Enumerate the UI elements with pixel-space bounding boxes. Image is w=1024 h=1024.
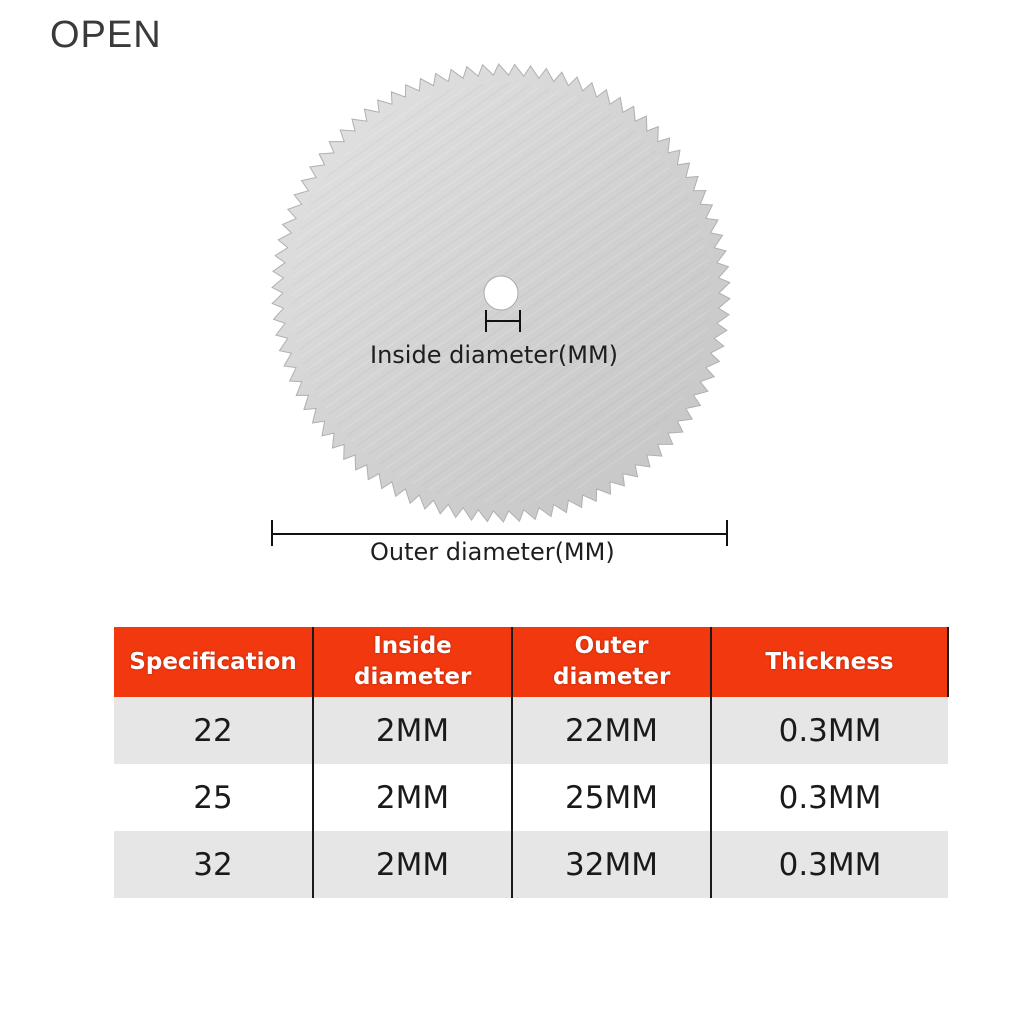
table-row bbox=[114, 697, 948, 764]
cell-outer-diameter: 25MM bbox=[512, 764, 711, 831]
cell-outer-diameter: 32MM bbox=[512, 831, 711, 898]
table-row bbox=[114, 831, 948, 898]
cell-specification: 32 bbox=[114, 831, 313, 898]
cell-inside-diameter: 2MM bbox=[313, 764, 512, 831]
outer-dim-tick-left bbox=[271, 520, 273, 546]
inside-dim-line bbox=[485, 320, 521, 322]
inside-diameter-label: Inside diameter(MM) bbox=[370, 341, 619, 369]
cell-specification: 22 bbox=[114, 697, 313, 764]
spec-table bbox=[114, 627, 949, 898]
cell-thickness: 0.3MM bbox=[711, 764, 948, 831]
header-outer-diameter: Outer diameter bbox=[512, 627, 711, 697]
brand-logo: OPEN bbox=[50, 14, 162, 56]
table-header-row bbox=[114, 627, 948, 697]
inside-dim-tick-right bbox=[519, 310, 521, 332]
cell-specification: 25 bbox=[193, 779, 233, 816]
header-inside-diameter: Inside diameter bbox=[313, 627, 512, 697]
cell-inside-diameter: 2MM bbox=[313, 697, 512, 764]
inside-dim-tick-left bbox=[485, 310, 487, 332]
header-thickness: Thickness bbox=[711, 627, 948, 697]
table-row bbox=[114, 764, 948, 831]
outer-dim-tick-right bbox=[726, 520, 728, 546]
cell-inside-diameter: 2MM bbox=[313, 831, 512, 898]
cell-thickness: 0.3MM bbox=[711, 831, 948, 898]
center-hole bbox=[484, 276, 518, 310]
header-specification: Specification bbox=[114, 627, 313, 697]
cell-thickness: 0.3MM bbox=[711, 697, 948, 764]
cell-outer-diameter: 22MM bbox=[512, 697, 711, 764]
outer-diameter-label: Outer diameter(MM) bbox=[370, 538, 615, 566]
outer-dim-line bbox=[272, 533, 728, 535]
